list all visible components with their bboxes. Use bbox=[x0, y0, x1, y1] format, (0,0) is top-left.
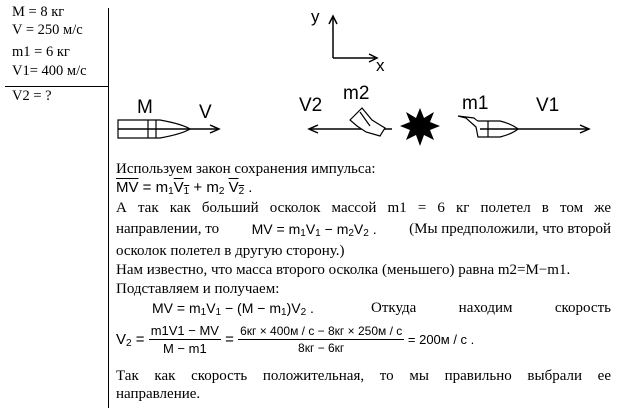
solution-line-2: А так как больший осколок массой m1 = 6 кг полетел в том же bbox=[116, 200, 611, 216]
eq1-mv: $\overline{MV}$ bbox=[116, 179, 139, 196]
explosion-icon bbox=[400, 108, 440, 146]
line3-text-b: (Мы предположили, что второй bbox=[409, 221, 611, 237]
solution-line-6: Подставляем и получаем: bbox=[116, 281, 280, 297]
axis-y-label: y bbox=[311, 7, 320, 26]
given-mass-1: m1 = 6 кг bbox=[12, 44, 70, 60]
line7-text: Откуда находим скорость bbox=[371, 300, 611, 316]
momentum-equation: $\overline{MV} = m_1V_1 + m_2$ $V_2$ . bbox=[116, 179, 253, 197]
solution-line-9: Так как скорость положительная, то мы правильно выбрали ее bbox=[116, 368, 611, 384]
result-value: = 200м / с . bbox=[407, 332, 475, 347]
solution-line-5: Нам известно, что масса второго осколка (меньшего) равна m2=M−m1. bbox=[116, 262, 571, 278]
solution-line-7 bbox=[152, 300, 611, 317]
label-mass-m2: m2 bbox=[343, 83, 370, 104]
line3-text-a: направлении, то bbox=[116, 221, 220, 237]
given-mass: M = 8 кг bbox=[12, 4, 65, 20]
unknown-velocity-2: V2 = ? bbox=[12, 88, 52, 104]
solution-line-4: осколок полетел в другую сторону.) bbox=[116, 243, 345, 259]
fragment-m1-icon bbox=[458, 116, 518, 137]
label-velocity-v1: V1 bbox=[536, 95, 560, 116]
solution-line-3 bbox=[116, 221, 611, 238]
fraction-numeric: $\frac{6кг \times 400м / с - 8кг \times 250м / с}{8кг - 6кг}$ bbox=[240, 324, 403, 355]
given-velocity-1: V1= 400 м/с bbox=[12, 63, 87, 79]
fraction-symbolic: $\frac{m1V1 - MV}{M - m1}$ bbox=[150, 323, 219, 356]
velocity-formula: $V_2$ = $\frac{m1V1 - MV}{M - m1}$ = $\frac{6кг \times 400м / с - 8кг \times 250м / с}{8кг - 6кг}$ = 200м / с . bbox=[116, 323, 475, 356]
coordinate-axes bbox=[329, 16, 377, 62]
line3-equation: MV = $m_1V_1 - m_2V_2$ . bbox=[251, 221, 377, 239]
label-velocity-v2: V2 bbox=[299, 95, 323, 116]
label-mass-m: M bbox=[137, 97, 153, 118]
label-mass-m1: m1 bbox=[462, 93, 489, 114]
axis-x-label: x bbox=[376, 56, 385, 75]
fragment-m2-icon bbox=[350, 108, 385, 136]
solution-line-10: направление. bbox=[116, 386, 201, 402]
given-velocity: V = 250 м/с bbox=[12, 22, 83, 38]
solution-line-1: Используем закон сохранения импульса: bbox=[116, 161, 376, 177]
label-velocity-v: V bbox=[199, 102, 212, 123]
line7-equation: MV = $m_1V_1 - (M - m_1)V_2$ . bbox=[152, 300, 314, 318]
